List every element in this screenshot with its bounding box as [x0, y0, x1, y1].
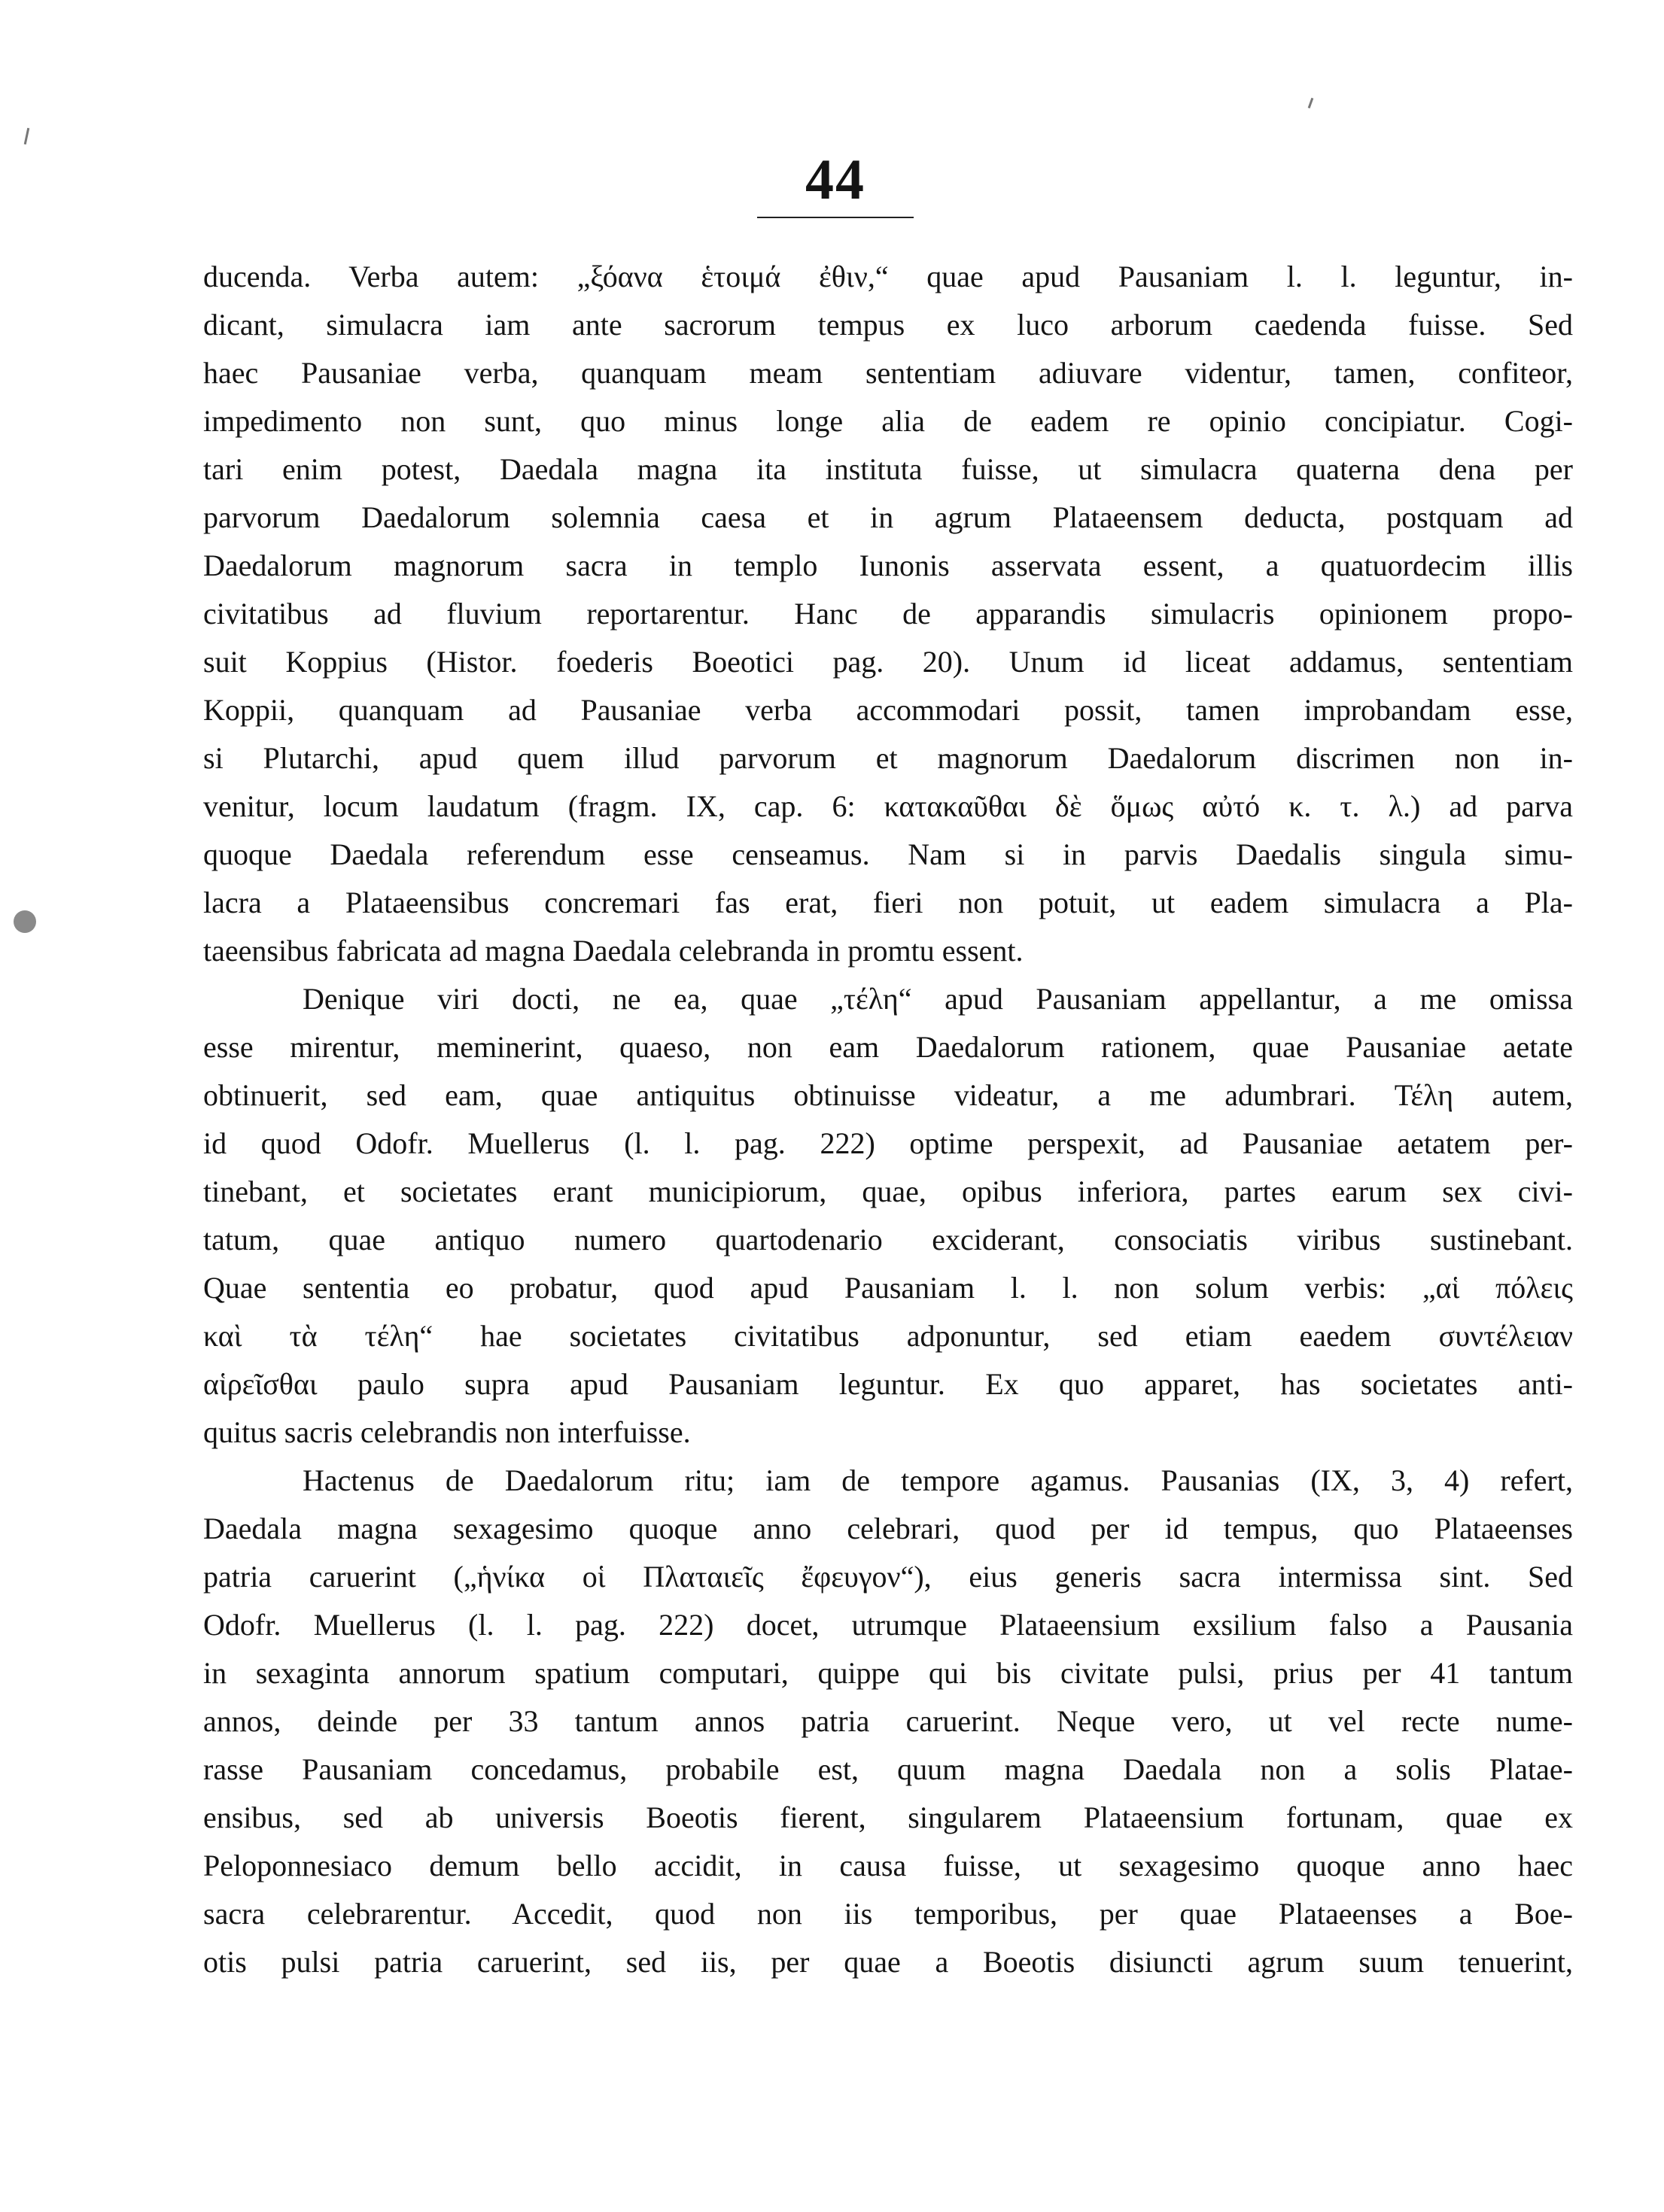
- text-line: Koppii, quanquam ad Pausaniae verba accommodari possit, tamen improbandam esse,: [203, 693, 1573, 727]
- text-line: tatum, quae antiquo numero quartodenario exciderant, consociatis viribus sustinebant.: [203, 1223, 1573, 1256]
- text-line: αἱρεῖσθαι paulo supra apud Pausaniam leguntur. Ex quo apparet, has societates anti-: [203, 1367, 1573, 1401]
- text-line: taeensibus fabricata ad magna Daedala celebranda in promtu essent.: [203, 934, 1024, 968]
- text-line: parvorum Daedalorum solemnia caesa et in agrum Plataeensem deducta, postquam ad: [203, 500, 1573, 534]
- text-line: haec Pausaniae verba, quanquam meam sententiam adiuvare videntur, tamen, confiteor,: [203, 356, 1573, 390]
- text-line: Daedalorum magnorum sacra in templo Iunonis asservata essent, a quatuordecim illis: [203, 548, 1573, 582]
- text-line: tinebant, et societates erant municipiorum, quae, opibus inferiora, partes earum sex civi-: [203, 1174, 1573, 1208]
- text-line: quoque Daedala referendum esse censeamus. Nam si in parvis Daedalis singula simu-: [203, 837, 1573, 871]
- text-line: annos, deinde per 33 tantum annos patria caruerint. Neque vero, ut vel recte nume-: [203, 1704, 1573, 1738]
- text-line: Peloponnesiaco demum bello accidit, in causa fuisse, ut sexagesimo quoque anno haec: [203, 1849, 1573, 1882]
- text-line: Odofr. Muellerus (l. l. pag. 222) docet, utrumque Plataeensium exsilium falso a Pausania: [203, 1608, 1573, 1642]
- text-line: καὶ τὰ τέλη“ hae societates civitatibus adponuntur, sed etiam eaedem συντέλειαν: [203, 1319, 1573, 1353]
- header-rule: [757, 217, 914, 218]
- text-line: Daedala magna sexagesimo quoque anno celebrari, quod per id tempus, quo Plataeenses: [203, 1512, 1573, 1545]
- text-line: impedimento non sunt, quo minus longe alia de eadem re opinio concipiatur. Cogi-: [203, 404, 1573, 438]
- text-line: Quae sententia eo probatur, quod apud Pausaniam l. l. non solum verbis: „αἱ πόλεις: [203, 1271, 1573, 1305]
- margin-speck: [24, 128, 30, 144]
- text-line: lacra a Plataeensibus concremari fas erat, fieri non potuit, ut eadem simulacra a Pla-: [203, 886, 1573, 919]
- text-line: esse mirentur, meminerint, quaeso, non eam Daedalorum rationem, quae Pausaniae aetate: [203, 1030, 1573, 1064]
- text-line: suit Koppius (Histor. foederis Boeotici pag. 20). Unum id liceat addamus, sententiam: [203, 645, 1573, 679]
- text-line: sacra celebrarentur. Accedit, quod non iis temporibus, per quae Plataeenses a Boe-: [203, 1897, 1573, 1931]
- text-line: dicant, simulacra iam ante sacrorum tempus ex luco arborum caedenda fuisse. Sed: [203, 308, 1573, 342]
- text-line: patria caruerint („ἡνίκα οἱ Πλαταιεῖς ἔφευγον“), eius generis sacra intermissa sint. Sed: [203, 1560, 1573, 1594]
- text-line: id quod Odofr. Muellerus (l. l. pag. 222) optime perspexit, ad Pausaniae aetatem per-: [203, 1126, 1573, 1160]
- text-line: otis pulsi patria caruerint, sed iis, per quae a Boeotis disiuncti agrum suum tenuerint,: [203, 1945, 1573, 1979]
- margin-dot: [14, 910, 36, 933]
- text-line: Denique viri docti, ne ea, quae „τέλη“ apud Pausaniam appellantur, a me omissa: [303, 982, 1573, 1016]
- text-line: tari enim potest, Daedala magna ita instituta fuisse, ut simulacra quaterna dena per: [203, 452, 1573, 486]
- text-line: rasse Pausaniam concedamus, probabile est, quum magna Daedala non a solis Platae-: [203, 1752, 1573, 1786]
- text-line: venitur, locum laudatum (fragm. IX, cap. 6: κατακαῦθαι δὲ ὅμως αὐτό κ. τ. λ.) ad parva: [203, 789, 1573, 823]
- text-line: si Plutarchi, apud quem illud parvorum et magnorum Daedalorum discrimen non in-: [203, 741, 1573, 775]
- text-line: ducenda. Verba autem: „ξόανα ἑτοιμά ἐθιν,“ quae apud Pausaniam l. l. leguntur, in-: [203, 260, 1573, 293]
- text-line: obtinuerit, sed eam, quae antiquitus obtinuisse videatur, a me adumbrari. Τέλη autem,: [203, 1078, 1573, 1112]
- margin-speck: [1308, 98, 1314, 108]
- text-line: civitatibus ad fluvium reportarentur. Hanc de apparandis simulacris opinionem propo-: [203, 597, 1573, 630]
- text-line: quitus sacris celebrandis non interfuisse.: [203, 1415, 691, 1449]
- text-line: in sexaginta annorum spatium computari, quippe qui bis civitate pulsi, prius per 41 tantum: [203, 1656, 1573, 1690]
- page-number: 44: [805, 148, 865, 211]
- text-line: Hactenus de Daedalorum ritu; iam de tempore agamus. Pausanias (IX, 3, 4) refert,: [303, 1463, 1573, 1497]
- text-line: ensibus, sed ab universis Boeotis fierent, singularem Plataeensium fortunam, quae ex: [203, 1800, 1573, 1834]
